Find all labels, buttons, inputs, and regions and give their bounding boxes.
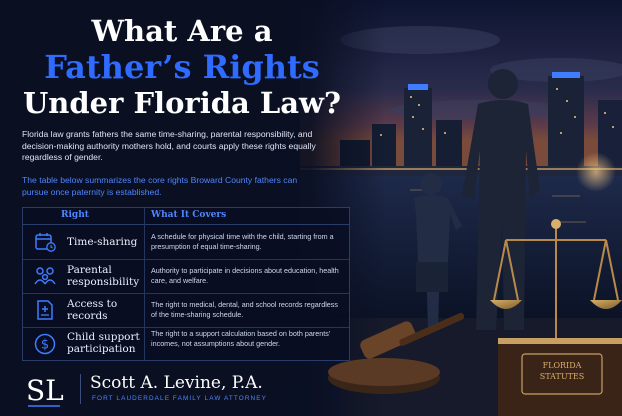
calendar-icon [33,230,57,254]
rights-table [22,207,350,361]
table-row [23,327,349,360]
row-name: Child support participation [67,331,140,355]
row-name: Access to records [67,298,118,322]
dollar-icon [33,332,57,356]
family-icon [33,264,57,288]
title-line-3: Under Florida Law? [22,86,342,120]
firm-tagline: FORT LAUDERDALE FAMILY LAW ATTORNEY [92,395,267,402]
footer-divider [80,374,81,404]
table-row [23,225,349,260]
row-description: A schedule for physical time with the child, starting from a presumption of equal time-sharing. [151,232,334,251]
row-description: The right to a support calculation based on both parents’ incomes, not assumptions about gender. [151,329,331,348]
row-name: Parental responsibility [67,264,140,288]
row-description: Authority to participate in decisions about education, health care, and welfare. [151,266,339,285]
book-label [522,360,602,382]
table-row [23,259,349,294]
firm-name: Scott A. Levine, P.A. [90,373,263,393]
row-name: Time-sharing [67,236,138,248]
logo-initials: SL [26,374,64,407]
svg-text:$: $ [40,337,50,353]
row-description: The right to medical, dental, and school records regardless of the time-sharing schedule. [151,300,338,319]
title-line-1: What Are a [91,14,273,48]
page-title [22,14,342,120]
book-label-line1: FLORIDA [542,361,582,370]
column-header-right: Right [61,210,89,220]
title-line-2: Father’s Rights [44,48,320,86]
book-label-line2: STATUTES [539,372,585,381]
intro-highlight: The table below summarizes the core rights Broward County fathers can pursue once paternity is established. [22,175,298,197]
column-header-covers: What It Covers [151,210,227,220]
intro-paragraph: Florida law grants fathers the same time-sharing, parental responsibility, and decision-making authority mothers hold, and courts apply these rights equally regardless of gender. [22,129,316,163]
table-row [23,293,349,328]
medical-record-icon [33,298,57,322]
table-header [23,208,349,225]
firm-logo [24,370,64,410]
